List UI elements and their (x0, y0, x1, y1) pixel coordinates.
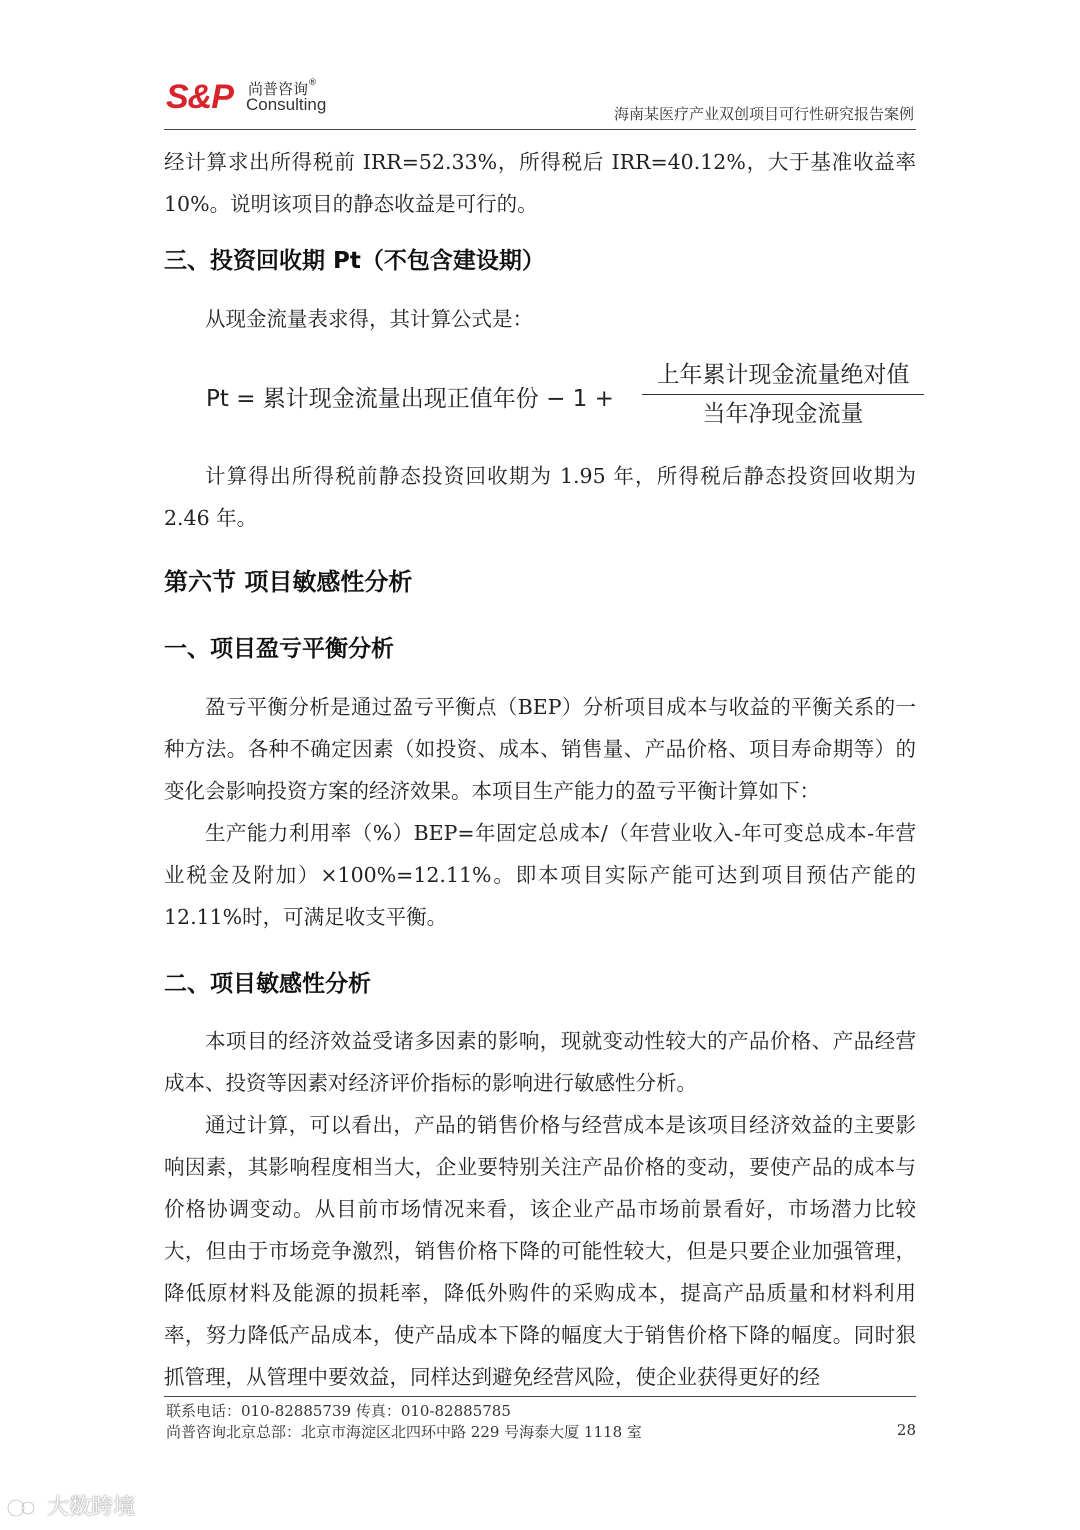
logo-english-name: Consulting (246, 95, 327, 114)
paragraph-bep-method: 盈亏平衡分析是通过盈亏平衡点（BEP）分析项目成本与收益的平衡关系的一种方法。各种不确定因素（如投资、成本、销售量、产品价格、项目寿命期等）的变化会影响投资方案的经济效果。本项目生产能力的盈亏平衡计算如下： (164, 695, 916, 803)
paragraph-bep-result: 生产能力利用率（%）BEP=年固定总成本/（年营业收入-年可变总成本-年营业税金及附加）×100%=12.11%。即本项目实际产能可达到项目预估产能的 12.11%时，可满足收支平衡。 (164, 821, 916, 929)
logo-icon (6, 1496, 40, 1520)
section-title-sensitivity: 第六节 项目敏感性分析 (164, 568, 413, 596)
page-number: 28 (896, 1421, 916, 1439)
header-divider (164, 129, 916, 130)
formula-left-side: Pt = 累计现金流量出现正值年份 − 1 + (206, 386, 614, 412)
paragraph-irr: 经计算求出所得税前 IRR=52.33%，所得税后 IRR=40.12%，大于基准收益率 10%。说明该项目的静态收益是可行的。 (164, 150, 916, 216)
watermark (6, 1490, 135, 1521)
paragraph-formula-intro: 从现金流量表求得，其计算公式是： (205, 307, 533, 331)
payback-formula (206, 358, 926, 438)
formula-numerator: 上年累计现金流量绝对值 (656, 362, 910, 388)
paragraph-payback-result: 计算得出所得税前静态投资回收期为 1.95 年，所得税后静态投资回收期为 2.46 年。 (164, 464, 916, 530)
footer-divider (164, 1396, 916, 1397)
heading-sensitivity: 二、项目敏感性分析 (164, 971, 371, 997)
watermark-text: 大数跨境 (47, 1495, 136, 1520)
paragraph-sensitivity-intro: 本项目的经济效益受诸多因素的影响，现就变动性较大的产品价格、产品经营成本、投资等因素对经济评价指标的影响进行敏感性分析。 (164, 1029, 916, 1095)
heading-break-even: 一、项目盈亏平衡分析 (164, 636, 394, 662)
fraction-bar (642, 394, 924, 395)
heading-payback-period: 三、投资回收期 Pt（不包含建设期） (164, 248, 545, 274)
footer-address: 尚普咨询北京总部：北京市海淀区北四环中路 229 号海泰大厦 1118 室 (166, 1423, 642, 1441)
paragraph-sensitivity-analysis: 通过计算，可以看出，产品的销售价格与经营成本是该项目经济效益的主要影响因素，其影响程度相当大，企业要特别关注产品价格的变动，要使产品的成本与价格协调变动。从目前市场情况来看，该企业产品市场前景看好，市场潜力比较大，但由于市场竞争激烈，销售价格下降的可能性较大，但是只要企业加强管理，降低原材料及能源的损耗率，降低外购件的采购成本，提高产品质量和材料利用率，努力降低产品成本，使产品成本下降的幅度大于销售价格下降的幅度。同时狠抓管理，从管理中要效益，同样达到避免经营风险，使企业获得更好的经 (164, 1113, 916, 1389)
report-title: 海南某医疗产业双创项目可行性研究报告案例 (613, 105, 914, 123)
formula-fraction (642, 358, 924, 431)
formula-denominator: 当年净现金流量 (702, 401, 864, 427)
logo-mark: S&P (166, 78, 233, 116)
logo-chinese-name: 尚普咨询® (248, 78, 318, 98)
footer-contact: 联系电话：010-82885739 传真：010-82885785 (166, 1402, 511, 1420)
